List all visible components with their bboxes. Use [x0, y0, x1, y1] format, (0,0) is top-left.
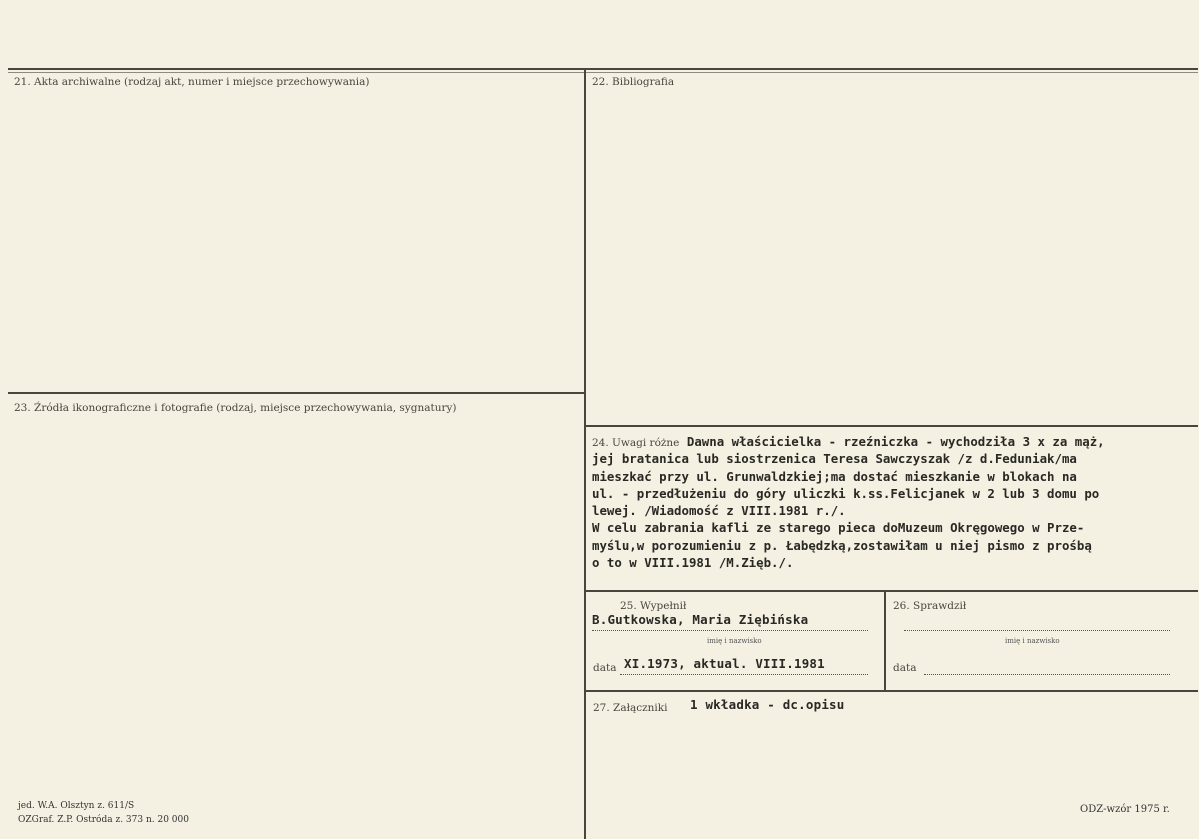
notes-line: myślu,w porozumieniu z p. Łabędzką,zostawiłam u niej pismo z prośbą: [592, 537, 1092, 553]
form-code: ODZ-wzór 1975 r.: [1080, 804, 1170, 815]
divider-24-25: [586, 590, 1198, 592]
notes-line: W celu zabrania kafli ze starego pieca doMuzeum Okręgowego w Prze-: [592, 520, 1085, 536]
field-26-sub: imię i nazwisko: [1005, 637, 1060, 645]
field-25-date: XI.1973, aktual. VIII.1981: [624, 656, 825, 671]
field-25-date-label: data: [593, 662, 617, 674]
notes-line: lewej. /Wiadomość z VIII.1981 r./.: [592, 503, 846, 519]
field-26-date-line: [924, 674, 1170, 675]
center-divider: [584, 70, 586, 839]
field-23-label: 23. Źródła ikonograficzne i fotografie (rodzaj, miejsce przechowywania, sygnatury): [14, 402, 457, 414]
field-27-label: 27. Załączniki: [593, 702, 668, 714]
field-25-name-line: [592, 630, 868, 631]
notes-line: mieszkać przy ul. Grunwaldzkiej;ma dostać mieszkanie w blokach na: [592, 468, 1077, 484]
divider-25-27: [586, 690, 1198, 692]
field-24-notes: [592, 434, 1192, 572]
notes-line: jej bratanica lub siostrzenica Teresa Sawczyszak /z d.Feduniak/ma: [592, 451, 1077, 467]
field-21-label: 21. Akta archiwalne (rodzaj akt, numer i miejsce przechowywania): [14, 76, 370, 88]
notes-line: o to w VIII.1981 /M.Zięb./.: [592, 555, 794, 571]
field-25-date-line: [620, 674, 868, 675]
field-26-name-line: [904, 630, 1170, 631]
field-24-label: 24. Uwagi różne: [592, 437, 680, 449]
divider-25-26: [884, 592, 886, 690]
divider-21-23: [8, 392, 584, 394]
notes-text: Dawna właścicielka - rzeźniczka - wychodziła 3 x za mąż,: [686, 434, 1105, 449]
field-26-date-label: data: [893, 662, 917, 674]
notes-line: [592, 434, 1192, 451]
field-25-name: B.Gutkowska, Maria Ziębińska: [592, 612, 809, 627]
divider-22-24: [586, 425, 1198, 427]
top-border-thin: [8, 72, 1198, 73]
field-27-value: 1 wkładka - dc.opisu: [690, 697, 845, 712]
notes-line: ul. - przedłużeniu do góry uliczki k.ss.Felicjanek w 2 lub 3 domu po: [592, 485, 1100, 501]
field-25-sub: imię i nazwisko: [707, 637, 762, 645]
print-info-line1: jed. W.A. Olsztyn z. 611/S: [18, 801, 135, 811]
top-border: [8, 68, 1198, 70]
field-22-label: 22. Bibliografia: [592, 76, 675, 88]
field-25-label: 25. Wypełnił: [620, 600, 687, 612]
print-info-line2: OZGraf. Z.P. Ostróda z. 373 n. 20 000: [18, 815, 189, 825]
field-26-label: 26. Sprawdził: [893, 600, 967, 612]
